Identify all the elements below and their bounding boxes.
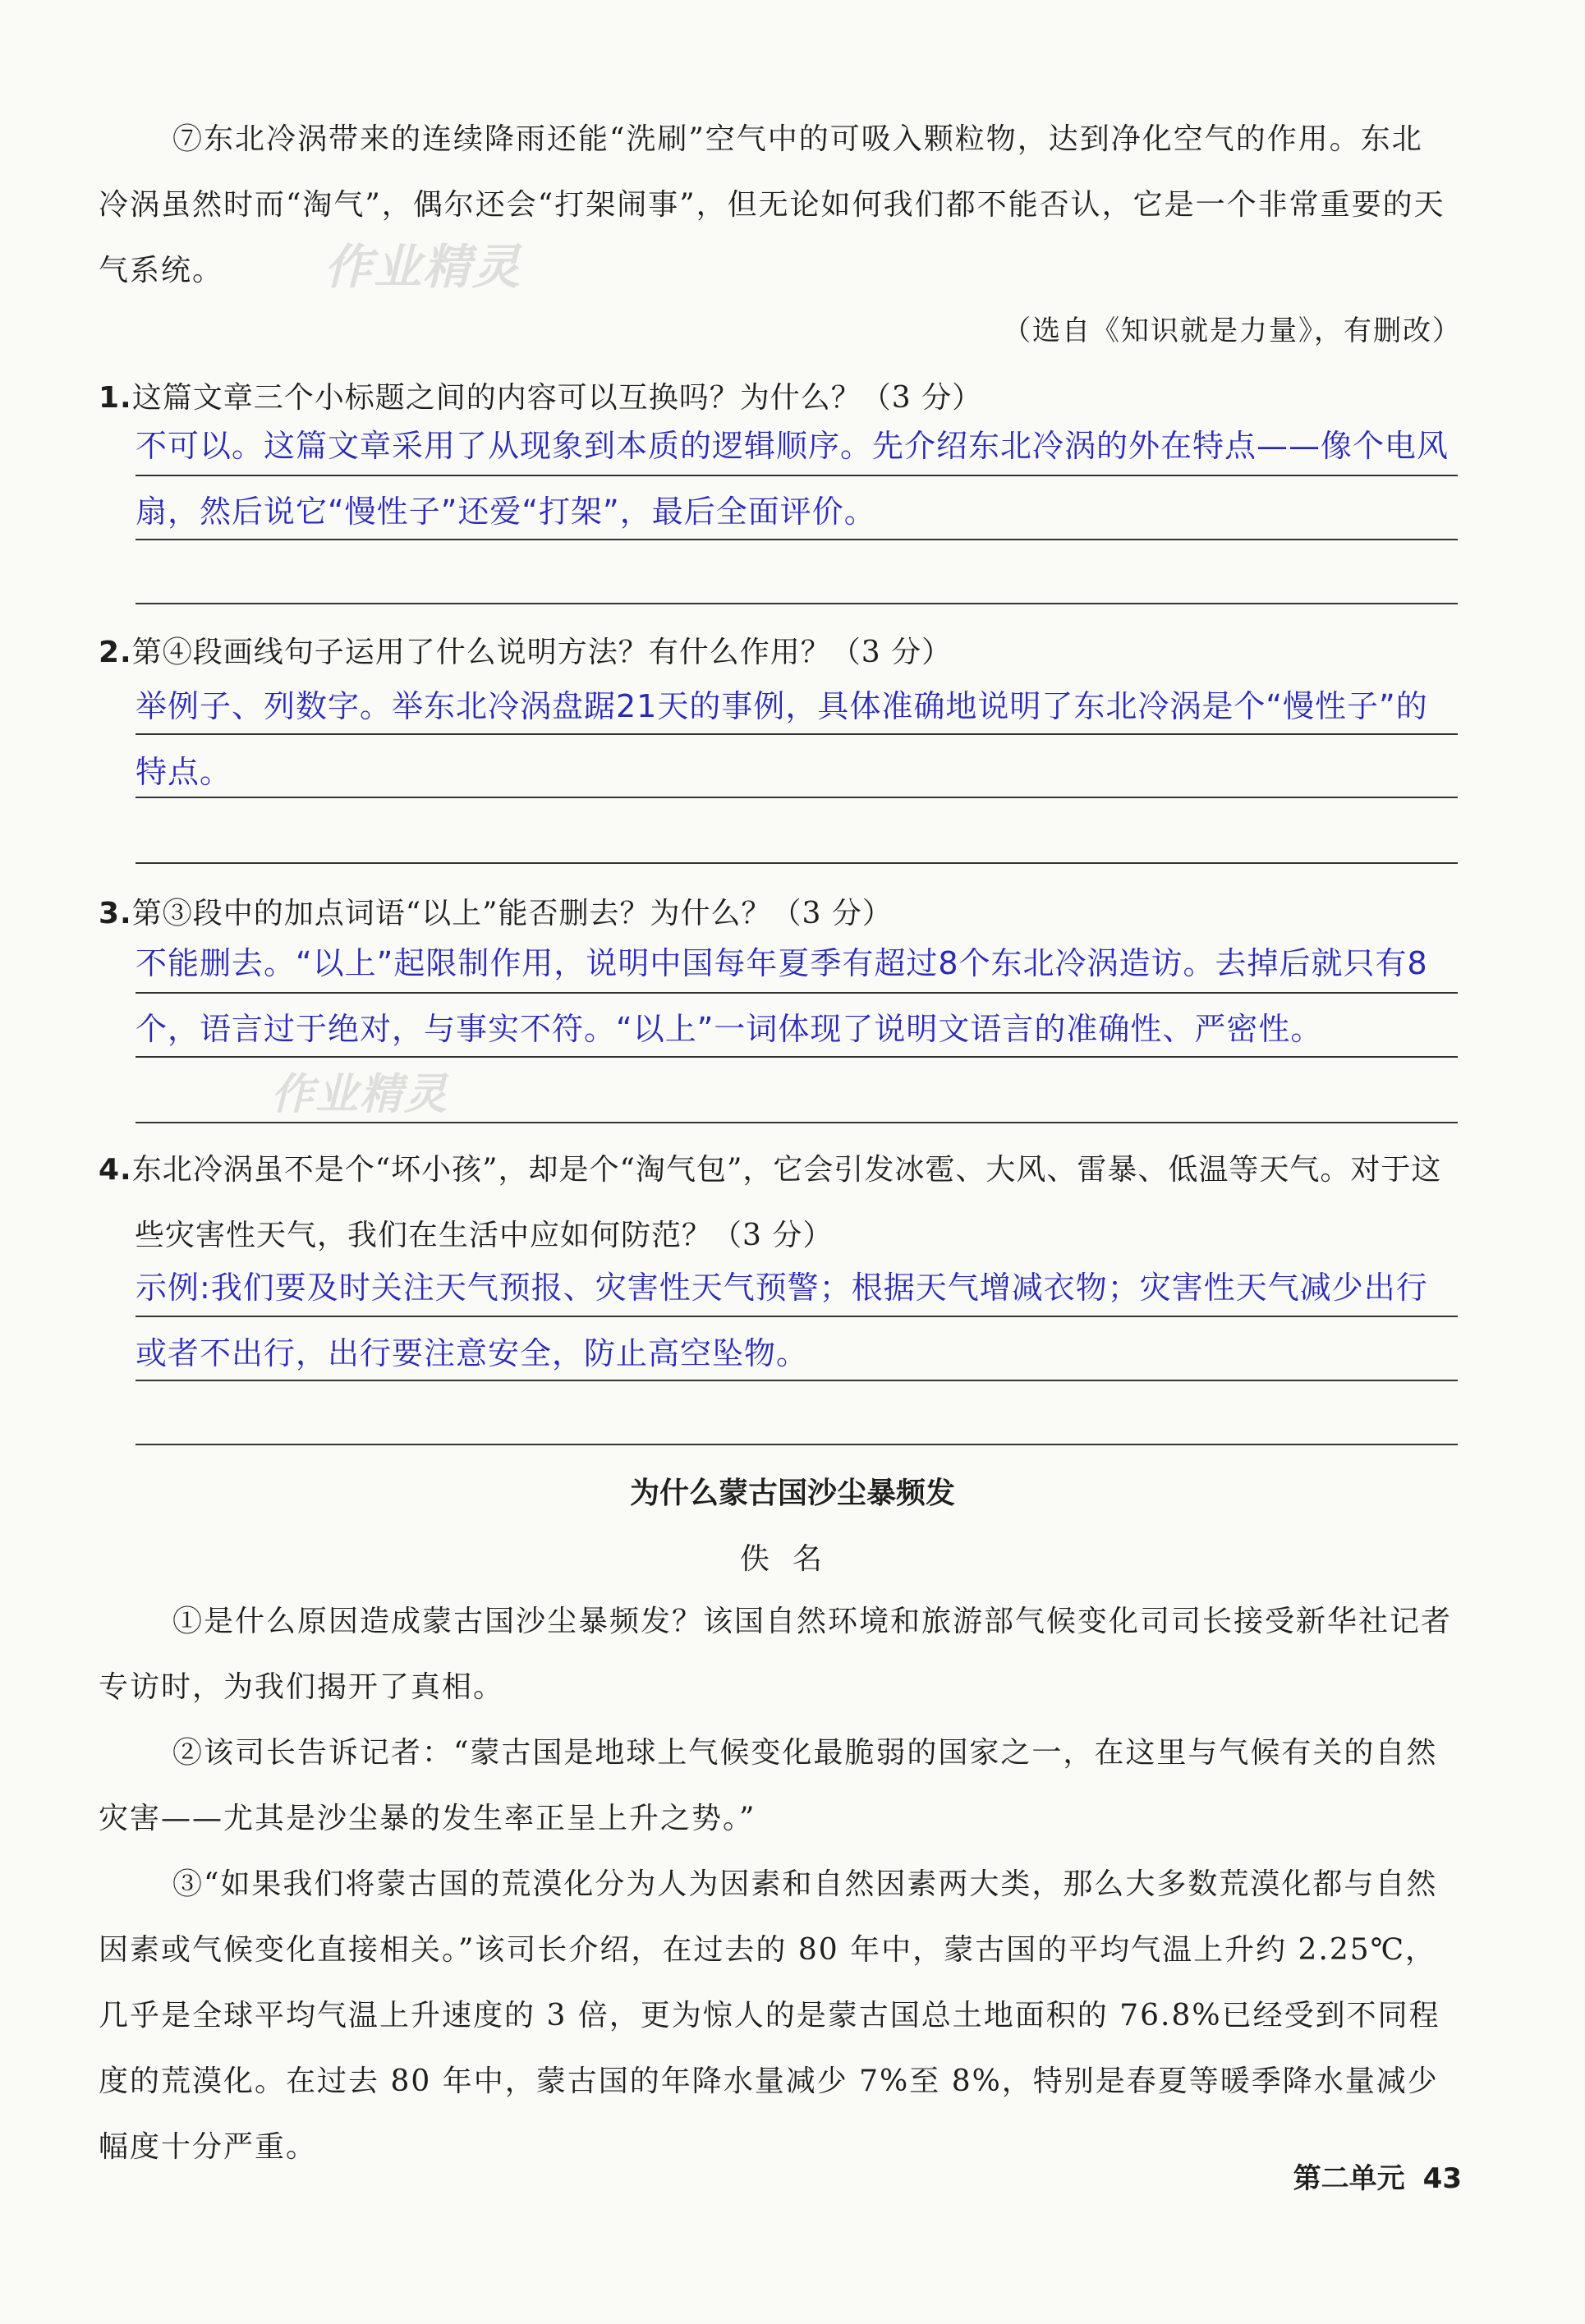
answer-line	[136, 603, 1458, 604]
source-citation: （选自《知识就是力量》，有删改）	[1003, 315, 1462, 347]
watermark: 作业精灵	[271, 1070, 449, 1119]
answer-line	[136, 992, 1458, 994]
page-footer	[1293, 2156, 1462, 2196]
passage-paragraph-7: ⑦东北冷涡带来的连续降雨还能“洗刷”空气中的可吸入颗粒物，达到净化空气的作用。东北冷涡虽然时而“淘气”，偶尔还会“打架闹事”，但无论如何我们都不能否认，它是一个非常重要的天气系统。	[99, 122, 1445, 287]
question-text: 第④段画线句子运用了什么说明方法？有什么作用？（3 分）	[131, 636, 953, 669]
answer-line	[136, 475, 1458, 476]
answer-line	[136, 733, 1458, 735]
article-paragraph-1: ①是什么原因造成蒙古国沙尘暴频发？该国自然环境和旅游部气候变化司司长接受新华社记者专访时，为我们揭开了真相。	[99, 1605, 1453, 1704]
answer-3: 不能删去。“以上”起限制作用，说明中国每年夏季有超过8个东北冷涡造访。去掉后就只有8个，语言过于绝对，与事实不符。“以上”一词体现了说明文语言的准确性、严密性。	[136, 945, 1428, 1047]
article-paragraph-3: ③“如果我们将蒙古国的荒漠化分为人为因素和自然因素两大类，那么大多数荒漠化都与自然因素或气候变化直接相关。”该司长介绍，在过去的 80 年中，蒙古国的平均气温上升约 2.25℃，几乎是全球平均气温上升速度的 3 倍，更为惊人的是蒙古国总土地面积的 76.8%已经受到不同程度的荒漠化。在过去 80 年中，蒙古国的年降水量减少 7%至 8%，特别是春夏等暖季降水量减少幅度十分严重。	[99, 1867, 1440, 2164]
answer-2: 举例子、列数字。举东北冷涡盘踞21天的事例，具体准确地说明了东北冷涡是个“慢性子”的特点。	[136, 688, 1428, 790]
article-author: 佚名	[739, 1542, 845, 1576]
answer-line	[136, 1444, 1458, 1445]
answer-line	[136, 1380, 1458, 1381]
question-number: 2.	[99, 636, 132, 669]
question-4	[99, 1137, 1462, 1269]
question-text: 第③段中的加点词语“以上”能否删去？为什么？（3 分）	[131, 897, 893, 930]
article-title: 为什么蒙古国沙尘暴频发	[629, 1477, 955, 1510]
question-text: 这篇文章三个小标题之间的内容可以互换吗？为什么？（3 分）	[131, 381, 983, 415]
answer-line	[136, 797, 1458, 798]
answer-line	[136, 862, 1458, 864]
answer-line	[136, 1122, 1458, 1123]
page-number: 43	[1422, 2162, 1462, 2195]
answer-line	[136, 539, 1458, 540]
answer-4: 示例:我们要及时关注天气预报、灾害性天气预警；根据天气增减衣物；灾害性天气减少出行或者不出行，出行要注意安全，防止高空坠物。	[136, 1270, 1428, 1371]
answer-1: 不可以。这篇文章采用了从现象到本质的逻辑顺序。先介绍东北冷涡的外在特点——像个电风扇，然后说它“慢性子”还爱“打架”，最后全面评价。	[136, 428, 1449, 530]
article-paragraph-2: ②该司长告诉记者：“蒙古国是地球上气候变化最脆弱的国家之一，在这里与气候有关的自然灾害——尤其是沙尘暴的发生率正呈上升之势。”	[99, 1736, 1438, 1835]
answer-line	[136, 1056, 1458, 1058]
question-number: 4.	[99, 1153, 132, 1187]
watermark: 作业精灵	[324, 239, 522, 295]
unit-label: 第二单元	[1293, 2162, 1405, 2195]
answer-line	[136, 1316, 1458, 1317]
question-text: 东北冷涡虽不是个“坏小孩”，却是个“淘气包”，它会引发冰雹、大风、雷暴、低温等天气。对于这些灾害性天气，我们在生活中应如何防范？（3 分）	[131, 1153, 1442, 1252]
question-number: 3.	[99, 897, 132, 930]
question-number: 1.	[99, 381, 132, 415]
